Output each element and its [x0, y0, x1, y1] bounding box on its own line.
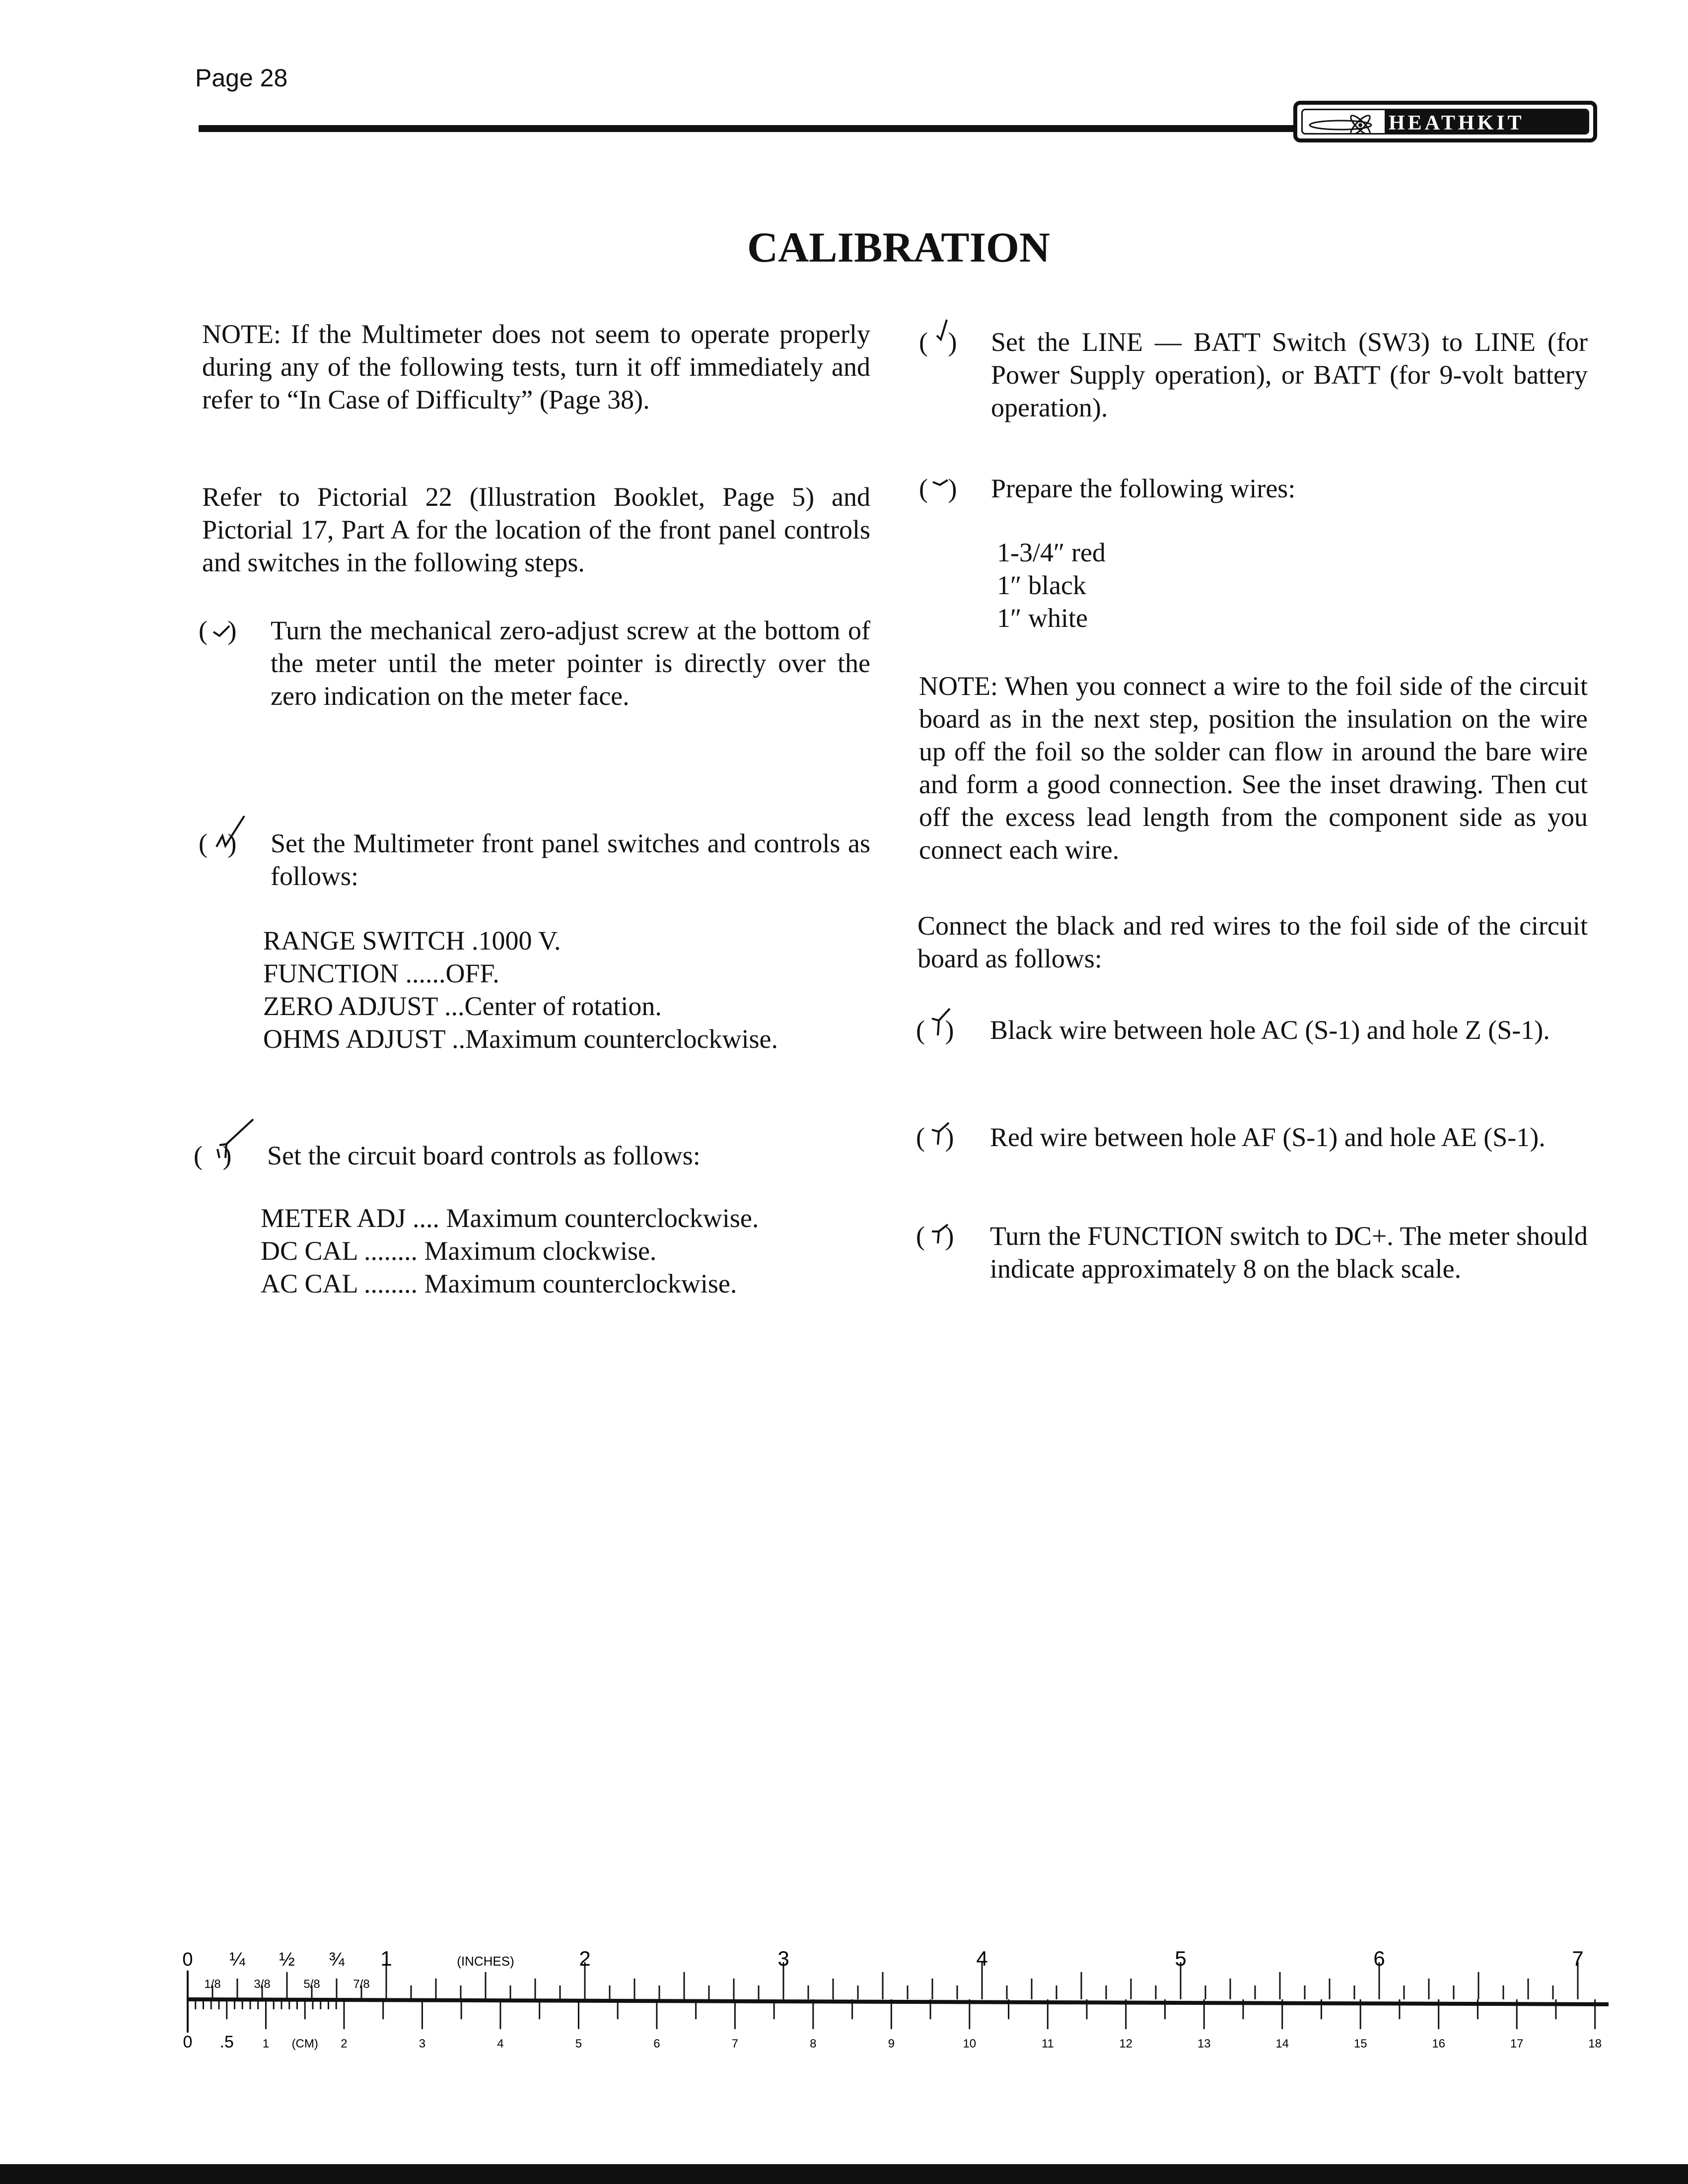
step-red-wire	[916, 1121, 1588, 1154]
step-text: Turn the FUNCTION switch to DC+. The meter should indicate approximately 8 on the black scale.	[990, 1221, 1588, 1284]
step-line-batt	[919, 326, 1588, 424]
connect-paragraph: Connect the black and red wires to the foil side of the circuit board as follows:	[917, 911, 1588, 973]
cm-label: 1	[262, 2037, 270, 2050]
cm-label: 6	[653, 2037, 660, 2050]
step-checkbox[interactable]: ( )	[199, 827, 271, 892]
step-zero-adjust	[199, 614, 870, 712]
inch-label: 2	[579, 1947, 591, 1970]
cm-label: 3	[419, 2037, 426, 2050]
eighth-label: 7/8	[353, 1978, 370, 1991]
header-rule	[199, 125, 1298, 132]
inch-label: ¾	[329, 1949, 345, 1970]
wire-item: 1-3/4″ red	[997, 538, 1106, 567]
cm-label: 12	[1119, 2037, 1133, 2050]
ruler-baseline	[188, 1999, 1609, 2004]
inch-label: 4	[976, 1947, 988, 1970]
cm-label: 4	[497, 2037, 504, 2050]
step-checkbox[interactable]: ( )	[916, 1121, 990, 1154]
step-text: Turn the mechanical zero-adjust screw at the bottom of the meter until the meter pointer is directly over the zero indication on the meter face.	[271, 615, 870, 711]
cm-label: 13	[1197, 2037, 1211, 2050]
atom-icon	[1306, 111, 1385, 135]
setting-line: RANGE SWITCH .1000 V.	[263, 926, 561, 956]
step-text: Prepare the following wires:	[991, 474, 1296, 503]
ruler	[169, 1946, 1609, 2055]
cm-label: 17	[1510, 2037, 1524, 2050]
circuit-board-settings	[261, 1202, 759, 1300]
left-note: NOTE: If the Multimeter does not seem to operate properly during any of the following tests, turn it off immediately and refer to “In Case of Difficulty” (Page 38).	[202, 319, 870, 414]
step-text: Set the LINE — BATT Switch (SW3) to LINE (for Power Supply operation), or BATT (for 9-volt battery operation).	[991, 327, 1588, 422]
inch-label: 5	[1175, 1947, 1187, 1970]
inches-unit: (INCHES)	[457, 1954, 514, 1969]
step-text: Red wire between hole AF (S-1) and hole AE (S-1).	[990, 1122, 1546, 1152]
cm-label: 11	[1041, 2037, 1054, 2050]
step-checkbox[interactable]: ( )	[916, 1220, 990, 1285]
inch-label: 7	[1572, 1947, 1584, 1970]
setting-line: FUNCTION ......OFF.	[263, 958, 499, 988]
checkmark-icon	[930, 469, 960, 504]
eighth-label: 1/8	[204, 1978, 221, 1991]
cm-label: 2	[341, 2037, 348, 2050]
step-prepare-wires	[919, 472, 1588, 505]
setting-line: DC CAL ........ Maximum clockwise.	[261, 1236, 657, 1266]
cm-label: 0	[183, 2033, 193, 2051]
inch-label: 0	[182, 1949, 193, 1970]
step-front-panel	[199, 827, 870, 892]
wire-item: 1″ black	[997, 570, 1086, 600]
eighth-label: 5/8	[303, 1978, 320, 1991]
front-panel-settings	[263, 924, 778, 1055]
refer-paragraph: Refer to Pictorial 22 (Illustration Booklet, Page 5) and Pictorial 17, Part A for the location of the front panel controls and switches in the following steps.	[202, 482, 870, 577]
checkmark-icon	[927, 1117, 957, 1152]
cm-label: 15	[1353, 2037, 1367, 2050]
cm-label: 7	[731, 2037, 739, 2050]
eighth-label: 3/8	[254, 1978, 271, 1991]
step-circuit-board	[194, 1139, 870, 1172]
wire-item: 1″ white	[997, 603, 1088, 633]
inch-label: 1	[380, 1947, 392, 1970]
step-text: Set the Multimeter front panel switches and controls as follows:	[271, 828, 870, 891]
step-black-wire	[916, 1014, 1588, 1046]
checkmark-icon	[927, 1006, 957, 1040]
step-text: Set the circuit board controls as follows:	[267, 1141, 701, 1170]
inch-label: 3	[777, 1947, 789, 1970]
step-checkbox[interactable]: ( )	[919, 472, 991, 505]
step-function-dc	[916, 1220, 1588, 1285]
step-checkbox[interactable]: ( )	[194, 1139, 267, 1172]
heathkit-logo	[1293, 101, 1597, 142]
setting-line: AC CAL ........ Maximum counterclockwise.	[261, 1269, 737, 1298]
cm-label: 9	[888, 2037, 895, 2050]
cm-label: 18	[1588, 2037, 1602, 2050]
checkmark-icon	[210, 812, 249, 852]
cm-unit: (CM)	[291, 2037, 318, 2050]
step-text: Black wire between hole AC (S-1) and hole Z (S-1).	[990, 1015, 1550, 1045]
right-note: NOTE: When you connect a wire to the foil side of the circuit board as in the next step, position the insulation on the wire up off the foil so the solder can flow in around the bare wire and form a good connection. See the inset drawing. Then cut off the excess lead length from the component side as you connect each wire.	[919, 671, 1588, 865]
setting-line: ZERO ADJUST ...Center of rotation.	[263, 991, 662, 1021]
step-checkbox[interactable]: ( )	[199, 614, 271, 712]
cm-label: 16	[1432, 2037, 1446, 2050]
page-title: CALIBRATION	[747, 223, 1051, 271]
inch-label: ¼	[229, 1949, 245, 1970]
setting-line: METER ADJ .... Maximum counterclockwise.	[261, 1203, 759, 1233]
inch-label: 6	[1373, 1947, 1385, 1970]
inch-label: ½	[279, 1949, 295, 1970]
step-checkbox[interactable]: ( )	[919, 326, 991, 424]
cm-label: 10	[963, 2037, 977, 2050]
setting-line: OHMS ADJUST ..Maximum counterclockwise.	[263, 1024, 778, 1054]
bottom-bar	[0, 2164, 1688, 2184]
step-checkbox[interactable]: ( )	[916, 1014, 990, 1046]
checkmark-icon	[210, 611, 239, 646]
cm-label: 14	[1275, 2037, 1289, 2050]
checkmark-icon	[930, 316, 960, 350]
logo-text: HEATHKIT	[1385, 110, 1588, 133]
cm-label: .5	[219, 2033, 234, 2051]
cm-label: 5	[575, 2037, 582, 2050]
wire-list	[997, 536, 1106, 634]
checkmark-icon	[205, 1114, 254, 1159]
page-number: Page 28	[195, 64, 288, 92]
cm-label: 8	[810, 2037, 817, 2050]
checkmark-icon	[927, 1217, 957, 1251]
